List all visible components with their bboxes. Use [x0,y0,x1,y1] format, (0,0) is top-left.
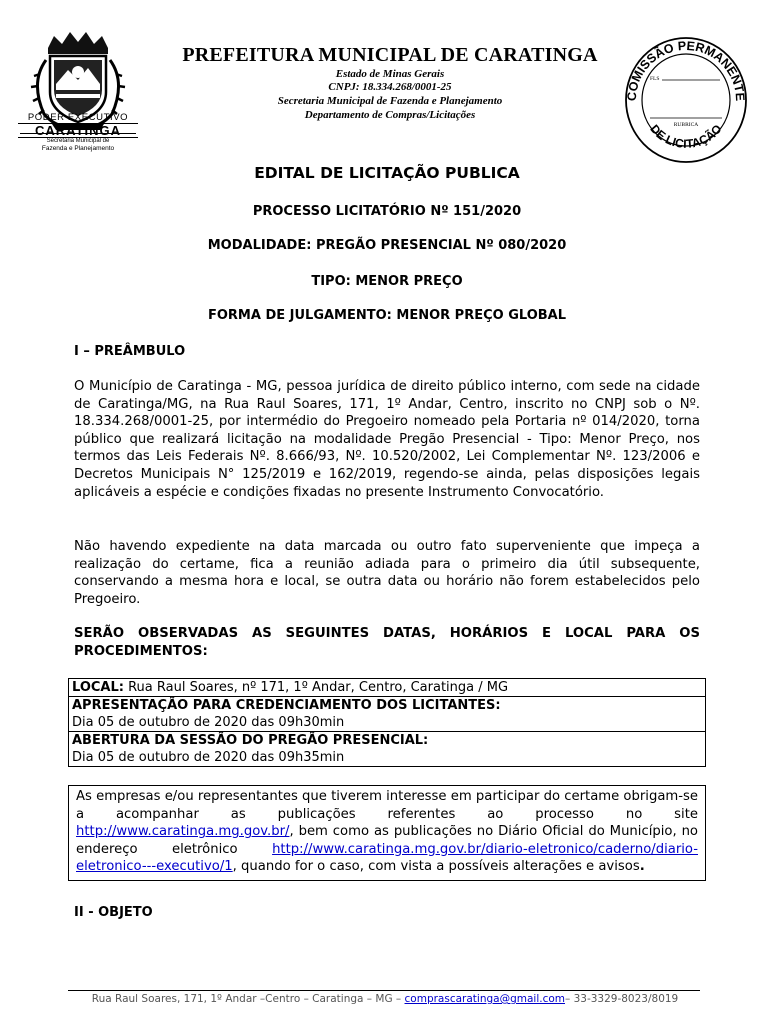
schedule-table [68,678,706,767]
seal-rubrica-label: RUBRICA [673,122,699,128]
schedule-heading: SERÃO OBSERVADAS AS SEGUINTES DATAS, HORÁRIOS E LOCAL PARA OS PROCEDIMENTOS: [74,626,700,659]
notice-text-3: , quando for o caso, com vista a possíveis alterações e avisos [232,859,640,875]
header-secretaria: Secretaria Municipal de Fazenda e Planejamento [277,95,503,107]
abertura-label: ABERTURA DA SESSÃO DO PREGÃO PRESENCIAL: [72,733,429,748]
notice-text-1: As empresas e/ou representantes que tiverem interesse em participar do certame obrigam-se a acompanhar as publicações referentes ao processo no site [76,789,698,822]
credenciamento-label: APRESENTAÇÃO PARA CREDENCIAMENTO DOS LICITANTES: [72,698,501,713]
logo-line-secretaria: Secretaria Municipal de [46,138,110,144]
prefeitura-site-link[interactable]: http://www.caratinga.mg.gov.br/ [76,824,290,840]
footer-email-link[interactable]: comprascaratinga@gmail.com [404,993,565,1005]
svg-text:COMISSÃO PERMANENTE: COMISSÃO PERMANENTE [624,38,748,102]
svg-text:DE LICITAÇÃO: DE LICITAÇÃO [647,121,725,151]
schedule-row-local [69,679,706,697]
notice-text-2: , bem como as publicações no Diário Oficial do Município, no endereço eletrônico [76,824,698,857]
abertura-value: Dia 05 de outubro de 2020 das 09h35min [72,750,345,765]
publication-notice-box [68,785,706,881]
modalidade: MODALIDADE: PREGÃO PRESENCIAL Nº 080/2020 [207,238,567,253]
processo-licitatorio: PROCESSO LICITATÓRIO Nº 151/2020 [252,204,522,219]
preambulo-paragraph-1: O Município de Caratinga - MG, pessoa jurídica de direito público interno, com sede na cidade de Caratinga/MG, na Rua Raul Soares, 171, 1º Andar, Centro, inscrito no CNPJ sob o Nº. 18.334.268/0001-25, por intermédio do Pregoeiro nomeado pela Portaria nº 014/2020, torna público que realizará licitação na modalidade Pregão Presencial - Tipo: Menor Preço, nos termos das Leis Federais Nº. 8.666/93, Nº. 10.520/2002, Lei Complementar Nº. 123/2006 e Decretos Municipais N° 125/2019 e 162/2019, regendo-se ainda, pelas disposições legais aplicáveis a espécie e condições fixadas no presente Instrumento Convocatório. [74,379,700,500]
logo-line-fazenda: Fazenda e Planejamento [41,145,115,152]
footer-address: Rua Raul Soares, 171, 1º Andar –Centro – Caratinga – MG – [91,993,405,1005]
seal-fls-label: FLS [650,76,660,82]
logo-line-poder-executivo: PODER EXECUTIVO [27,112,129,123]
diario-oficial-link[interactable]: http://www.caratinga.mg.gov.br/diario-eletronico/caderno/diario-eletronico---executivo/1 [76,841,698,875]
preambulo-paragraph-2: Não havendo expediente na data marcada ou outro fato superveniente que impeça a realização do certame, fica a reunião adiada para o primeiro dia útil subsequente, conservando a mesma hora e local, se outra data ou horário não forem estabelecidos pelo Pregoeiro. [74,539,700,607]
footer-phone: – 33-3329-8023/8019 [565,993,679,1005]
section-objeto-heading: II - OBJETO [74,905,153,920]
header-cnpj: CNPJ: 18.334.268/0001-25 [328,81,452,93]
header-state: Estado de Minas Gerais [335,68,445,80]
credenciamento-value: Dia 05 de outubro de 2020 das 09h30min [72,715,345,730]
page-footer [70,993,700,1005]
schedule-row-credenciamento [69,697,706,732]
schedule-row-abertura [69,732,706,767]
tipo: TIPO: MENOR PREÇO [311,274,463,289]
edital-title: EDITAL DE LICITAÇÃO PUBLICA [254,164,520,182]
footer-divider [68,990,700,991]
local-label: LOCAL: [72,680,124,695]
section-preambulo-heading: I – PREÂMBULO [74,344,186,359]
local-value: Rua Raul Soares, nº 171, 1º Andar, Centro, Caratinga / MG [123,680,509,695]
commission-seal-icon [622,34,750,166]
prefeitura-title: PREFEITURA MUNICIPAL DE CARATINGA [182,44,598,66]
forma-de-julgamento: FORMA DE JULGAMENTO: MENOR PREÇO GLOBAL [207,308,567,323]
header-departamento: Departamento de Compras/Licitações [304,109,476,121]
left-logo-text [18,113,138,152]
notice-text-4: . [639,859,645,875]
logo-line-caratinga: CARATINGA [18,123,138,138]
